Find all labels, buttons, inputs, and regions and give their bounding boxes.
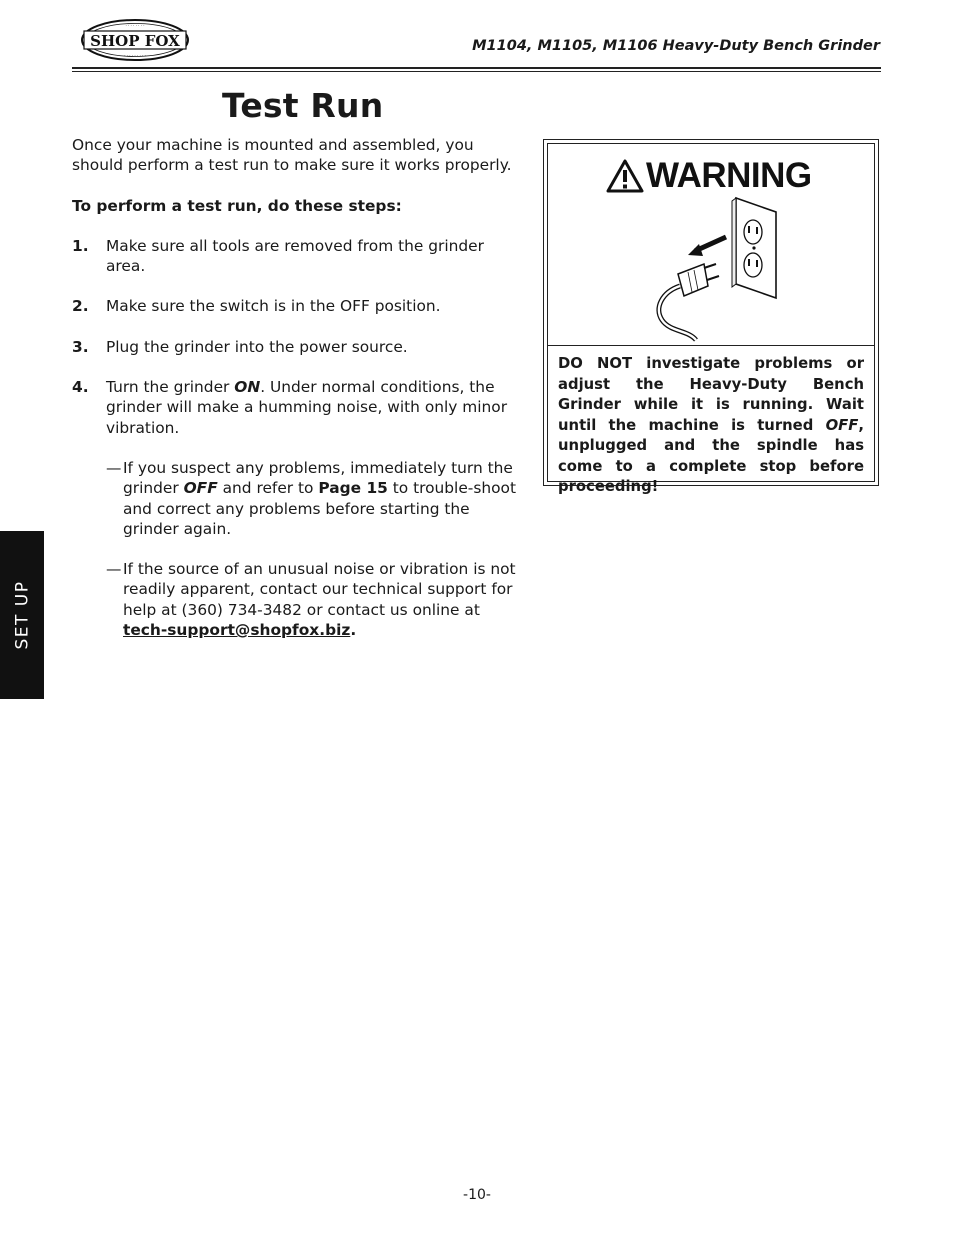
shop-fox-logo — [80, 18, 190, 62]
step-item — [72, 377, 527, 438]
troubleshoot-note — [72, 458, 527, 539]
svg-text:· · · · · · · ·: · · · · · · · · — [125, 23, 145, 28]
step-text: Make sure all tools are removed from the grinder area. — [106, 236, 484, 276]
page-title: Test Run — [222, 86, 384, 125]
note-text: and refer to — [217, 479, 319, 498]
note-dash: — — [106, 560, 122, 579]
step-text: Make sure the switch is in the OFF position. — [106, 297, 441, 316]
section-tab-label: SET UP — [12, 580, 33, 650]
page-number: -10- — [463, 1187, 491, 1203]
warning-emphasis-off: OFF — [825, 416, 859, 434]
header-rule — [72, 67, 881, 69]
support-email-link[interactable]: tech-support@shopfox.biz — [123, 621, 351, 640]
warning-text — [558, 354, 864, 498]
warning-heading: WARNING — [646, 156, 812, 195]
warning-illustration-panel — [548, 144, 874, 346]
step-item — [72, 296, 527, 316]
warning-text-post: , unplugged and the spindle has come to a complete stop before proceeding! — [558, 416, 864, 495]
section-tab-setup — [0, 531, 44, 699]
svg-text:· · · · · · · · ·: · · · · · · · · · — [124, 53, 146, 58]
warning-header — [606, 158, 812, 193]
step-text: Plug the grinder into the power source. — [106, 337, 408, 356]
document-title: M1104, M1105, M1106 Heavy-Duty Bench Grinder — [472, 38, 880, 54]
intro-paragraph: Once your machine is mounted and assembled, you should perform a test run to make sure it works properly. — [72, 136, 512, 175]
step-item — [72, 337, 527, 357]
step-number: 1. — [72, 236, 89, 255]
note-text: . — [350, 621, 357, 640]
note-text: If the source of an unusual noise or vibration is not readily apparent, contact our technical support for help at (360) 734-3482 or contact us online at — [123, 560, 516, 619]
instructions-column — [72, 135, 527, 660]
step-text-pre: Turn the grinder — [106, 378, 235, 397]
note-dash: — — [106, 458, 122, 477]
note-text: to trouble-shoot and correct any problems before starting the grinder again. — [123, 479, 516, 538]
step-item — [72, 236, 527, 277]
step-text-post: . Under normal conditions, the grinder will make a humming noise, with only minor vibration. — [106, 378, 508, 437]
unplug-cord-illustration — [648, 192, 788, 342]
warning-text-pre: DO NOT investigate problems or adjust the Heavy-Duty Bench Grinder while it is running. Wait until the machine is turned — [558, 355, 864, 434]
step-emphasis-on: ON — [234, 378, 261, 397]
note-text: If you suspect any problems, immediately turn the grinder — [123, 458, 513, 498]
warning-triangle-icon — [606, 159, 644, 193]
header-rule-thin — [72, 71, 881, 72]
note-emphasis-off: OFF — [183, 479, 218, 498]
warning-box-inner — [547, 143, 875, 495]
warning-box — [543, 139, 879, 495]
steps-heading: To perform a test run, do these steps: — [72, 196, 402, 215]
support-note — [72, 559, 527, 640]
step-number: 3. — [72, 337, 89, 356]
step-number: 2. — [72, 297, 89, 316]
page-reference: Page 15 — [318, 479, 388, 498]
step-number: 4. — [72, 378, 89, 397]
svg-text:SHOP FOX: SHOP FOX — [90, 32, 180, 50]
